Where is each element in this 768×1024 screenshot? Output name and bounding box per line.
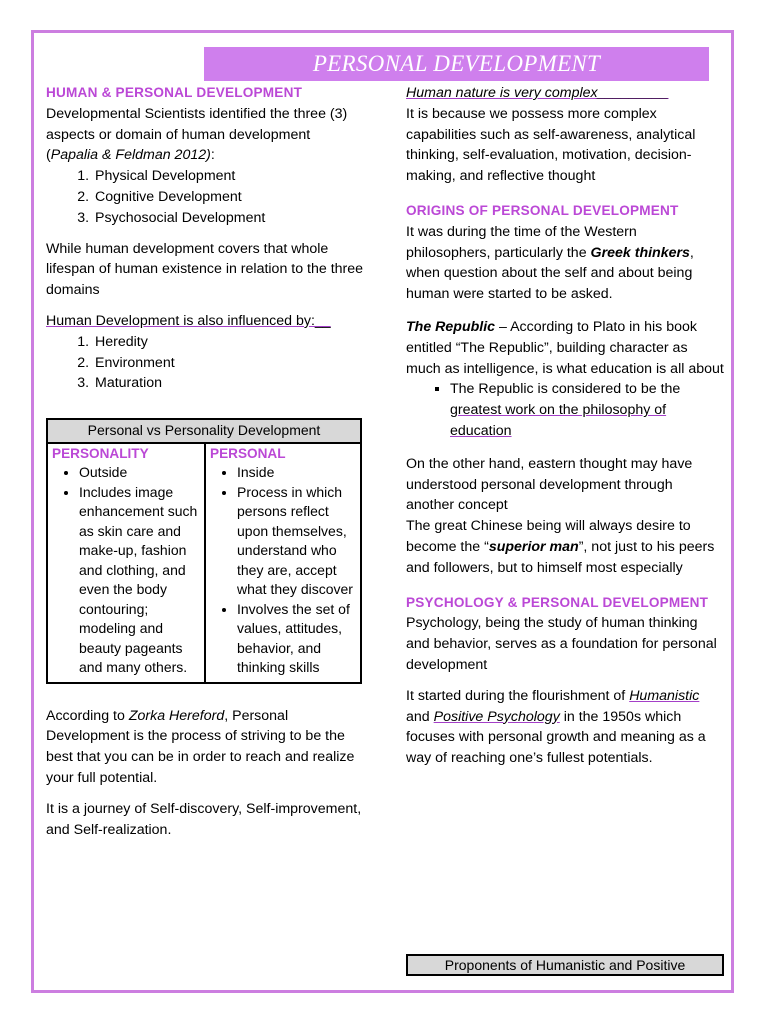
eastern-paragraph: On the other hand, eastern thought may have understood personal development through another concept [406,455,693,514]
philosophy-link: greatest work on the philosophy of education [450,402,667,439]
list-item: • Outside [79,463,200,483]
psychology-paragraph: Psychology, being the study of human thinking and behavior, serves as a foundation for personal development [406,615,717,673]
list-item: ▪ The Republic is considered to be the greatest work on the philosophy of education [450,379,724,441]
table-title: Personal vs Personality Development [47,419,361,443]
left-column [46,83,364,840]
positive-psychology: Positive Psychology [433,708,560,725]
list-item: 3. Psychosocial Development [93,208,364,229]
page-title: PERSONAL DEVELOPMENT [204,47,709,81]
covers-paragraph: While human development covers that whole lifespan of human existence in relation to the three domains [46,240,364,299]
author-name: Zorka Hereford [128,707,225,724]
list-item: 3. Maturation [93,373,364,394]
humanistic: Humanistic [629,687,700,704]
list-item: 1. Physical Development [93,166,364,187]
list-item: 2. Environment [93,353,364,374]
influenced-label: Human Development is also influenced by:__ [46,312,331,329]
heading-psychology: PSYCHOLOGY & PERSONAL DEVELOPMENT [406,594,709,610]
list-item: • Process in which persons reflect upon themselves, understand who they are, accept what they discover [237,483,356,600]
personal-heading: PERSONAL [210,445,286,461]
flourish-paragraph: It started during the flourishment of Humanistic and Positive Psychology in the 1950s which focuses with personal growth and meaning as a way of reaching one’s fullest potentials. [406,687,706,767]
heading-origins: ORIGINS OF PERSONAL DEVELOPMENT [406,202,679,218]
list-item: 1. Heredity [93,332,364,353]
comparison-table [46,418,362,684]
list-item: • Involves the set of values, attitudes, behavior, and thinking skills [237,600,356,678]
republic-title: The Republic [406,318,496,335]
nature-paragraph: It is because we possess more complex capabilities such as self-awareness, analytical thinking, self-evaluation, motivation, decision-making, and reflective thought [406,105,696,185]
list-item: 2. Cognitive Development [93,187,364,208]
domains-list [46,166,364,228]
proponents-box: Proponents of Humanistic and Positive [406,954,724,976]
republic-list [406,379,724,441]
journey-paragraph: It is a journey of Self-discovery, Self-improvement, and Self-realization. [46,800,362,838]
personality-column [47,443,205,683]
chinese-paragraph: The great Chinese being will always desire to become the “superior man”, not just to his peers and followers, but to himself most especially [406,518,715,576]
superior-man: superior man [488,538,579,555]
republic-paragraph: The Republic – According to Plato in his book entitled “The Republic”, building character as much as intelligence, is what education is all about [406,318,724,377]
personal-column [205,443,361,683]
intro-paragraph: Developmental Scientists identified the three (3) aspects or domain of human development (Papalia & Feldman 2012): [46,105,348,164]
greek-thinkers: Greek thinkers [590,244,690,261]
right-column [406,83,724,769]
hereford-paragraph: According to Zorka Hereford, Personal Development is the process of striving to be the best that you can be in order to reach and realize your full potential. [46,707,355,787]
list-item: • Includes image enhancement such as skin care and make-up, fashion and clothing, and even the body contouring; modeling and beauty pageants and many others. [79,483,200,678]
nature-label: Human nature is very complex_________ [406,85,669,101]
citation: Papalia & Feldman 2012) [50,147,211,164]
list-item: • Inside [237,463,356,483]
personality-heading: PERSONALITY [52,445,149,461]
influences-list [46,332,364,394]
origins-paragraph: It was during the time of the Western philosophers, particularly the Greek thinkers, when question about the self and about being human were started to be asked. [406,223,694,303]
heading-human-personal-development: HUMAN & PERSONAL DEVELOPMENT [46,85,303,100]
